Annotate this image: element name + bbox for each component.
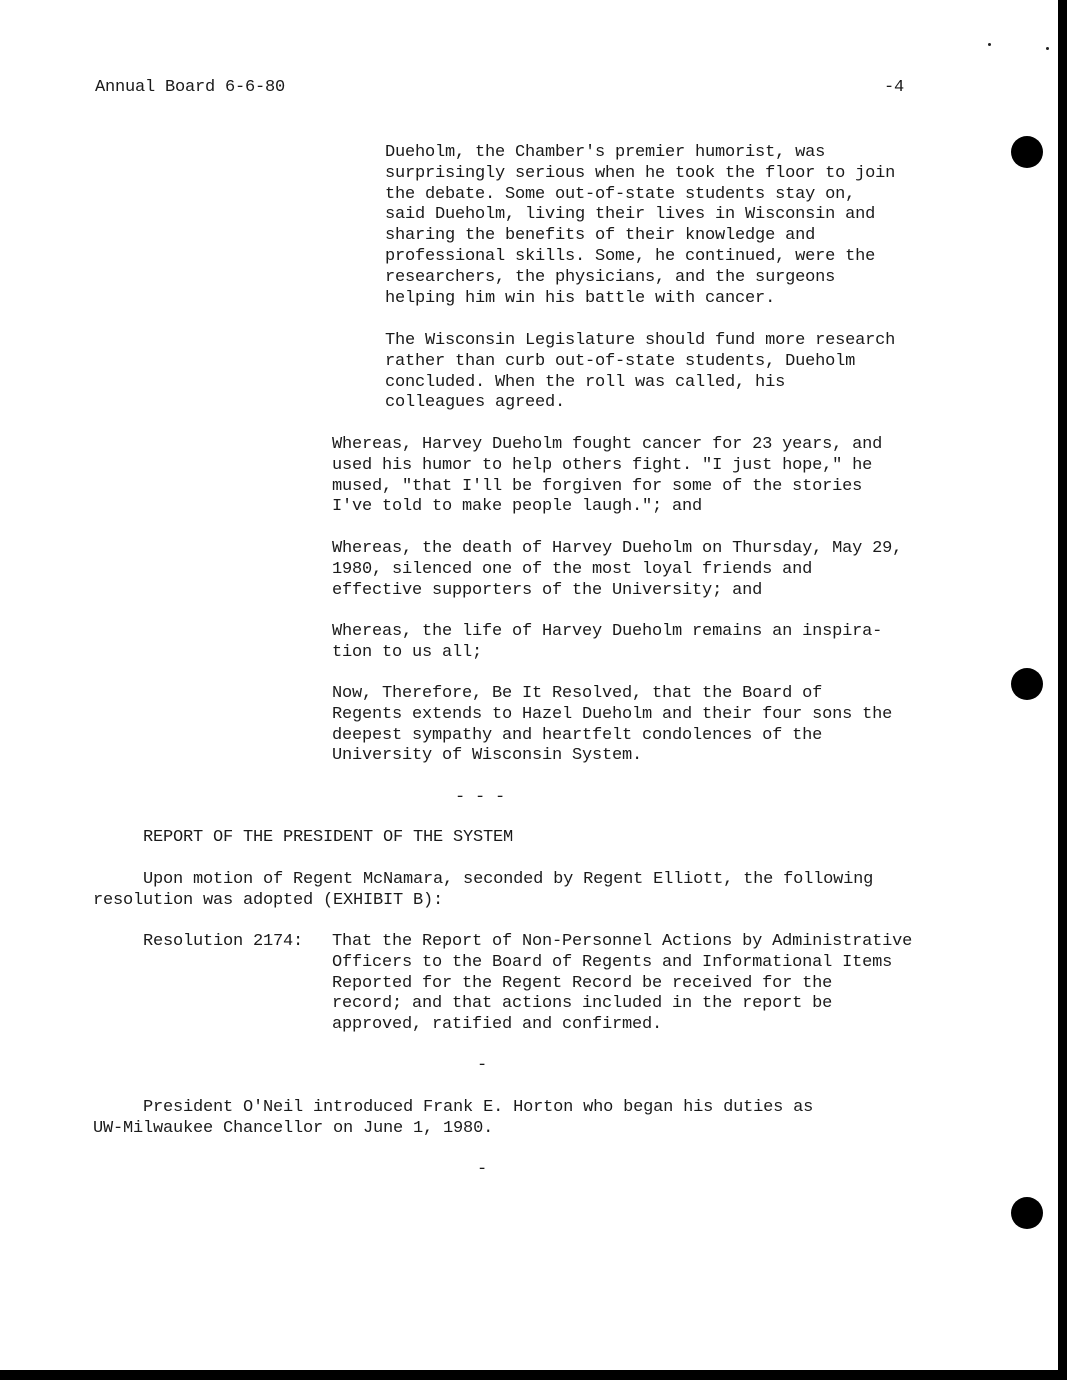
- document-header-title: Annual Board 6-6-80: [95, 78, 286, 97]
- paragraph-whereas-death: Whereas, the death of Harvey Dueholm on Thursday, May 29, 1980, silenced one of the most loyal friends and effective supporters of the University; and: [332, 539, 903, 600]
- paragraph-legislature: The Wisconsin Legislature should fund more research rather than curb out-of-state students, Dueholm concluded. When the roll was called, his colleagues agreed.: [385, 331, 896, 413]
- paragraph-horton: President O'Neil introduced Frank E. Horton who began his duties as UW-Milwaukee Chancellor on June 1, 1980.: [93, 1098, 814, 1138]
- scan-speck: [1046, 47, 1049, 50]
- page-number: -4: [884, 78, 905, 97]
- item-separator-end: -: [477, 1160, 488, 1179]
- scan-edge-bottom: [0, 1370, 1067, 1380]
- scan-speck: [988, 43, 991, 46]
- punch-hole-icon: [1011, 1197, 1043, 1229]
- resolution-label: Resolution 2174:: [143, 932, 304, 951]
- scan-edge-right: [1058, 0, 1067, 1380]
- paragraph-resolved: Now, Therefore, Be It Resolved, that the Board of Regents extends to Hazel Dueholm and their four sons the deepest sympathy and heartfelt condolences of the University of Wisconsin System.: [332, 684, 893, 766]
- section-separator: - - -: [455, 788, 506, 807]
- item-separator: -: [477, 1056, 488, 1075]
- paragraph-dueholm-debate: Dueholm, the Chamber's premier humorist, was surprisingly serious when he took the floor to join the debate. Some out-of-state students stay on, said Dueholm, living their lives in Wisconsin and sharing the benefits of their knowledge and professional skills. Some, he continued, were the researchers, the physicians, and the surgeons helping him win his battle with cancer.: [385, 143, 896, 308]
- paragraph-motion: Upon motion of Regent McNamara, seconded by Regent Elliott, the following resolution was adopted (EXHIBIT B):: [93, 870, 874, 910]
- punch-hole-icon: [1011, 136, 1043, 168]
- paragraph-whereas-inspiration: Whereas, the life of Harvey Dueholm remains an inspira- tion to us all;: [332, 622, 883, 662]
- resolution-text: That the Report of Non-Personnel Actions by Administrative Officers to the Board of Regents and Informational Items Reported for the Regent Record be received for the record; and that actions included in the report be approved, ratified and confirmed.: [332, 932, 913, 1035]
- section-heading: REPORT OF THE PRESIDENT OF THE SYSTEM: [143, 828, 514, 847]
- punch-hole-icon: [1011, 668, 1043, 700]
- paragraph-whereas-cancer: Whereas, Harvey Dueholm fought cancer for 23 years, and used his humor to help others fight. "I just hope," he mused, "that I'll be forgiven for some of the stories I've told to make people laugh."; and: [332, 435, 883, 517]
